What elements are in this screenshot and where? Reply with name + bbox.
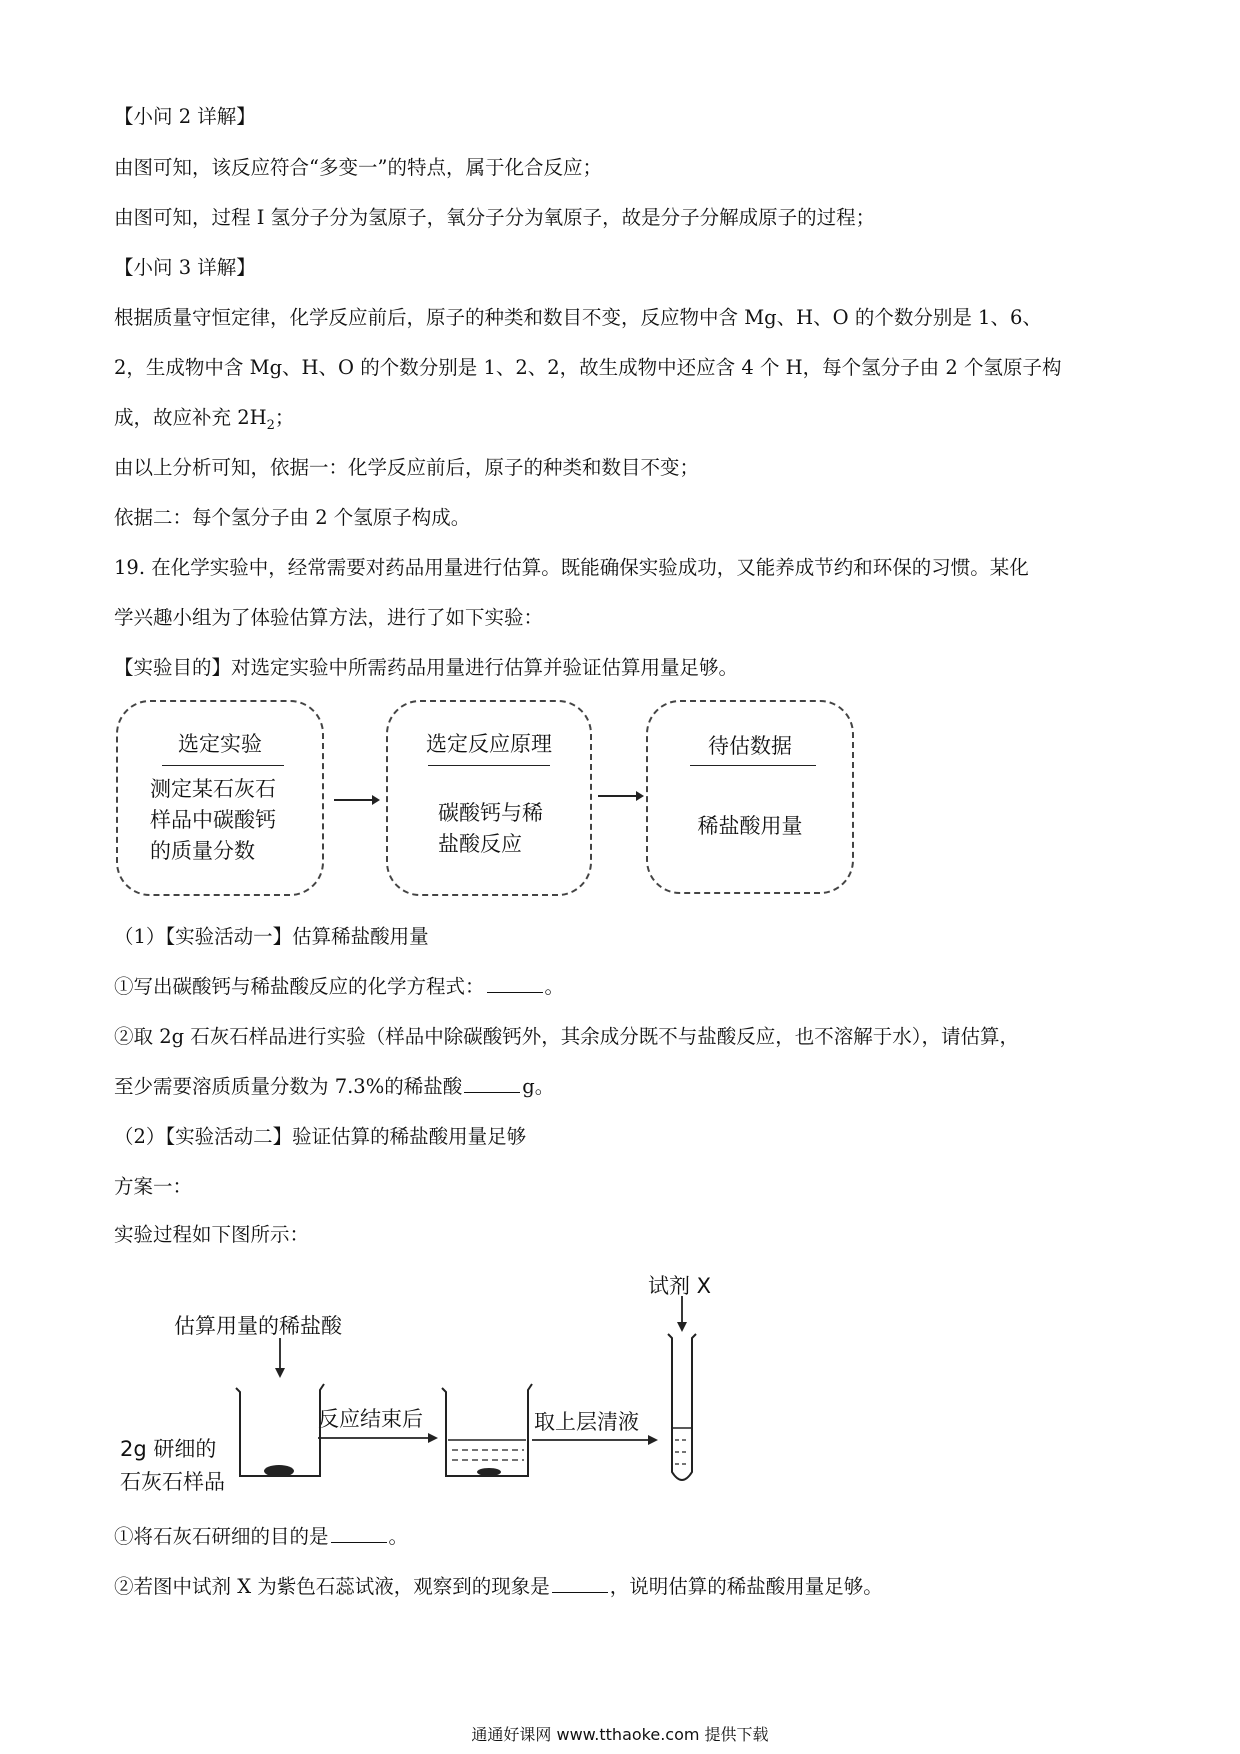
reagent-arrow-head [677, 1322, 687, 1332]
q2-line-2: 由图可知，过程 I 氢分子分为氢原子，氧分子分为氧原子，故是分子分解成原子的过程； [114, 206, 876, 229]
after-reaction-label: 反应结束后 [318, 1407, 423, 1431]
q3-heading: 【小问 3 详解】 [114, 256, 256, 279]
q3-line-1: 根据质量守恒定律，化学反应前后，原子的种类和数目不变，反应物中含 Mg、H、O 的个数分别是 1、6、 [114, 306, 1042, 329]
activity-2-question-2 [114, 1574, 883, 1600]
question-end: g。 [522, 1075, 555, 1098]
flow-box-1-line: 的质量分数 [150, 839, 255, 863]
question-text: 至少需要溶质质量分数为 7.3%的稀盐酸 [114, 1075, 463, 1098]
q3-line-3-end: ； [274, 406, 295, 429]
activity-1-heading: （1）【实验活动一】估算稀盐酸用量 [114, 925, 429, 948]
question-end: 。 [544, 975, 565, 998]
flow-box-1-title: 选定实验 [178, 732, 262, 756]
activity-2-question-1 [114, 1524, 408, 1550]
activity-1-question-2-line-1: ②取 2g 石灰石样品进行实验（样品中除碳酸钙外，其余成分既不与盐酸反应，也不溶解于水），请估算， [114, 1025, 1020, 1048]
arrow-after-reaction-head [428, 1433, 438, 1443]
flow-box-1-line: 测定某石灰石 [150, 777, 276, 801]
beaker-2 [442, 1384, 532, 1476]
question-end: 。 [388, 1525, 409, 1548]
q2-heading: 【小问 2 详解】 [114, 105, 256, 128]
flow-box-3-line: 稀盐酸用量 [697, 814, 803, 838]
acid-label: 估算用量的稀盐酸 [174, 1314, 342, 1338]
reagent-x-label: 试剂 X [648, 1274, 712, 1298]
arrow-supernatant-head [648, 1435, 658, 1445]
flow-box-2-line: 盐酸反应 [438, 832, 522, 856]
sample-pile [264, 1465, 294, 1477]
sample-label-2: 石灰石样品 [120, 1470, 225, 1494]
q3-line-2: 2，生成物中含 Mg、H、O 的个数分别是 1、2、2，故生成物中还应含 4 个 H，每个氢分子由 2 个氢原子构 [114, 356, 1062, 379]
test-tube [668, 1334, 696, 1480]
process-intro: 实验过程如下图所示： [114, 1223, 310, 1246]
q3-line-5: 依据二：每个氢分子由 2 个氢原子构成。 [114, 506, 471, 529]
flow-box-1-line: 样品中碳酸钙 [150, 808, 276, 832]
q3-line-3-text: 成，故应补充 2H [114, 406, 267, 429]
q3-line-4: 由以上分析可知，依据一：化学反应前后，原子的种类和数目不变； [114, 456, 700, 479]
residue [477, 1468, 501, 1476]
flow-box-2-line: 碳酸钙与稀 [438, 801, 543, 825]
q19-line-2: 学兴趣小组为了体验估算方法，进行了如下实验： [114, 606, 544, 629]
question-text: ②若图中试剂 X 为紫色石蕊试液，观察到的现象是 [114, 1575, 550, 1598]
answer-blank[interactable] [331, 1524, 387, 1543]
take-supernatant-label: 取上层清液 [534, 1410, 639, 1434]
q19-purpose: 【实验目的】对选定实验中所需药品用量进行估算并验证估算用量足够。 [114, 656, 739, 679]
q19-line-1: 19. 在化学实验中，经常需要对药品用量进行估算。既能确保实验成功，又能养成节约和环保的习惯。某化 [114, 556, 1029, 579]
flow-box-2-title: 选定反应原理 [426, 732, 552, 756]
flow-box-3-title: 待估数据 [708, 734, 792, 758]
page-footer: 通通好课网 www.tthaoke.com 提供下载 [471, 1725, 769, 1744]
question-end: ，说明估算的稀盐酸用量足够。 [609, 1575, 883, 1598]
question-text: ①将石灰石研细的目的是 [114, 1525, 329, 1548]
q2-line-1: 由图可知，该反应符合“多变一”的特点，属于化合反应； [114, 156, 602, 179]
answer-blank[interactable] [552, 1574, 608, 1593]
activity-2-heading: （2）【实验活动二】验证估算的稀盐酸用量足够 [114, 1125, 527, 1148]
plan-1: 方案一： [114, 1175, 193, 1198]
sample-label-1: 2g 研细的 [120, 1437, 217, 1461]
acid-arrow-head [275, 1368, 285, 1378]
question-text: ①写出碳酸钙与稀盐酸反应的化学方程式： [114, 975, 485, 998]
subscript: 2 [266, 417, 275, 433]
beaker-1 [236, 1384, 324, 1476]
